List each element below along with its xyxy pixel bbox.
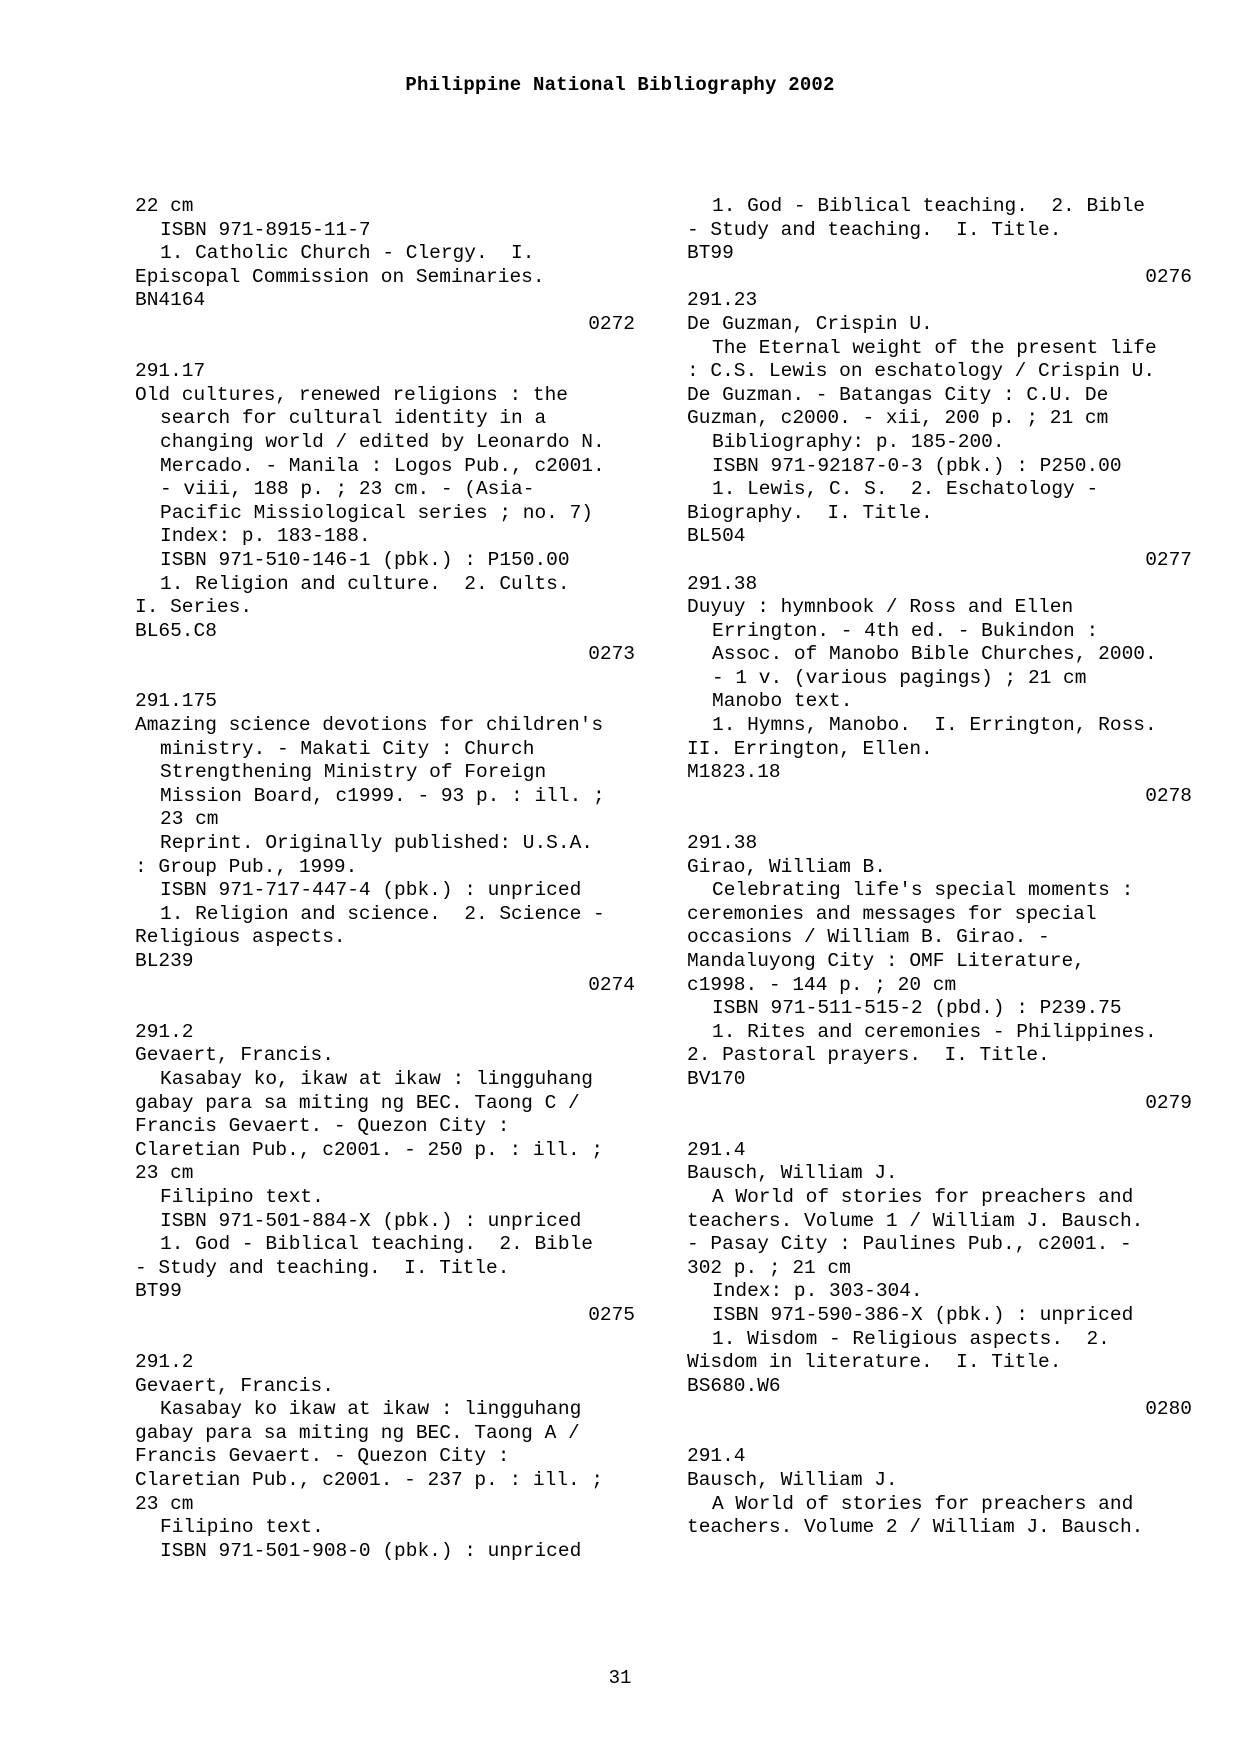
entry-line: - Study and teaching. I. Title. bbox=[687, 218, 1062, 241]
entry-number: 0272 bbox=[588, 312, 635, 335]
left-column bbox=[135, 195, 635, 1563]
entry-line: Gevaert, Francis. bbox=[135, 1044, 334, 1067]
entry-line: 1. Wisdom - Religious aspects. 2. bbox=[712, 1327, 1110, 1350]
entry-line: 291.2 bbox=[135, 1020, 194, 1043]
entry-line: 2. Pastoral prayers. I. Title. bbox=[687, 1044, 1050, 1067]
blank-line bbox=[687, 808, 1192, 832]
entry-line: Old cultures, renewed religions : the bbox=[135, 383, 568, 406]
entry-line: BT99 bbox=[135, 1280, 182, 1303]
entry-line: - viii, 188 p. ; 23 cm. - (Asia- bbox=[160, 478, 535, 501]
entry-line: 1. Religion and science. 2. Science - bbox=[160, 902, 605, 925]
entry-line: Mission Board, c1999. - 93 p. : ill. ; bbox=[160, 784, 605, 807]
entry-line: Girao, William B. bbox=[687, 855, 886, 878]
entry-line: A World of stories for preachers and bbox=[712, 1185, 1134, 1208]
entry-line: A World of stories for preachers and bbox=[712, 1492, 1134, 1515]
entry-line: ISBN 971-501-908-0 (pbk.) : unpriced bbox=[160, 1539, 582, 1562]
entry-line: : C.S. Lewis on eschatology / Crispin U. bbox=[687, 360, 1156, 383]
entry-line: 1. Rites and ceremonies - Philippines. bbox=[712, 1020, 1157, 1043]
entry-line: Pacific Missiological series ; no. 7) bbox=[160, 501, 593, 524]
entry-line: Filipino text. bbox=[160, 1516, 324, 1539]
entry-line: De Guzman. - Batangas City : C.U. De bbox=[687, 383, 1109, 406]
entry-line: 1. Catholic Church - Clergy. I. bbox=[160, 242, 535, 265]
entry-line: 23 cm bbox=[135, 1162, 194, 1185]
entry-line: Index: p. 303-304. bbox=[712, 1280, 923, 1303]
entry-line: Celebrating life's special moments : bbox=[712, 879, 1134, 902]
entry-line: 291.4 bbox=[687, 1445, 746, 1468]
entry-line: - 1 v. (various pagings) ; 21 cm bbox=[712, 666, 1087, 689]
entry-line: BL239 bbox=[135, 950, 194, 972]
entry-line: teachers. Volume 1 / William J. Bausch. bbox=[687, 1209, 1144, 1232]
entry-line: Mercado. - Manila : Logos Pub., c2001. bbox=[160, 454, 605, 477]
entry-line: Errington. - 4th ed. - Bukindon : bbox=[712, 619, 1099, 642]
entry-line: Francis Gevaert. - Quezon City : bbox=[135, 1445, 510, 1468]
entry-line: BL65.C8 bbox=[135, 619, 217, 642]
entry-line: 1. God - Biblical teaching. 2. Bible bbox=[712, 195, 1145, 217]
entry-line: 291.38 bbox=[687, 572, 758, 595]
entry-line: Bausch, William J. bbox=[687, 1469, 898, 1492]
entry-line: BT99 bbox=[687, 242, 734, 265]
entry-line: 291.4 bbox=[687, 1138, 746, 1161]
entry-line: Francis Gevaert. - Quezon City : bbox=[135, 1115, 510, 1138]
blank-line bbox=[135, 997, 635, 1021]
page-title: Philippine National Bibliography 2002 bbox=[405, 74, 835, 96]
entry-line: : Group Pub., 1999. bbox=[135, 855, 358, 878]
entry-line: Reprint. Originally published: U.S.A. bbox=[160, 832, 593, 855]
entry-line: Amazing science devotions for children's bbox=[135, 714, 604, 737]
entry-line: Bausch, William J. bbox=[687, 1162, 898, 1185]
entry-line: ISBN 971-717-447-4 (pbk.) : unpriced bbox=[160, 879, 582, 902]
entry-line: BS680.W6 bbox=[687, 1374, 781, 1397]
entry-line: 291.17 bbox=[135, 360, 206, 383]
entry-line: 22 cm bbox=[135, 195, 194, 217]
entry-line: BL504 bbox=[687, 525, 746, 548]
entry-line: De Guzman, Crispin U. bbox=[687, 312, 933, 335]
entry-line: search for cultural identity in a bbox=[160, 407, 547, 430]
entry-number: 0273 bbox=[588, 643, 635, 666]
entry-line: ISBN 971-510-146-1 (pbk.) : P150.00 bbox=[160, 548, 570, 571]
entry-line: 1. Hymns, Manobo. I. Errington, Ross. bbox=[712, 714, 1157, 737]
blank-line bbox=[687, 1115, 1192, 1139]
entry-line: Bibliography: p. 185-200. bbox=[712, 430, 1005, 453]
entry-line: Strengthening Ministry of Foreign bbox=[160, 761, 547, 784]
entry-line: Kasabay ko ikaw at ikaw : lingguhang bbox=[160, 1398, 582, 1421]
entry-line: 1. Lewis, C. S. 2. Eschatology - bbox=[712, 478, 1099, 501]
entry-line: The Eternal weight of the present life bbox=[712, 336, 1157, 359]
entry-line: 291.23 bbox=[687, 289, 758, 312]
entry-line: Kasabay ko, ikaw at ikaw : lingguhang bbox=[160, 1067, 593, 1090]
entry-line: ministry. - Makati City : Church bbox=[160, 737, 535, 760]
entry-number: 0274 bbox=[588, 973, 635, 996]
entry-line: Filipino text. bbox=[160, 1185, 324, 1208]
entry-line: changing world / edited by Leonardo N. bbox=[160, 430, 605, 453]
entry-line: Guzman, c2000. - xii, 200 p. ; 21 cm bbox=[687, 407, 1109, 430]
entry-number: 0276 bbox=[1145, 265, 1192, 288]
entry-line: BV170 bbox=[687, 1067, 746, 1090]
entry-line: 23 cm bbox=[160, 808, 219, 831]
entry-line: Wisdom in literature. I. Title. bbox=[687, 1351, 1062, 1374]
entry-line: Episcopal Commission on Seminaries. bbox=[135, 265, 545, 288]
entry-line: 291.2 bbox=[135, 1351, 194, 1374]
entry-line: 23 cm bbox=[135, 1492, 194, 1515]
entry-line: Claretian Pub., c2001. - 250 p. : ill. ; bbox=[135, 1138, 604, 1161]
entry-line: 291.38 bbox=[687, 832, 758, 855]
blank-line bbox=[687, 1422, 1192, 1446]
entry-line: Duyuy : hymnbook / Ross and Ellen bbox=[687, 596, 1074, 619]
entry-line: Biography. I. Title. bbox=[687, 501, 933, 524]
entry-line: gabay para sa miting ng BEC. Taong A / bbox=[135, 1421, 580, 1444]
entry-number: 0280 bbox=[1145, 1398, 1192, 1421]
entry-line: 291.175 bbox=[135, 690, 217, 713]
entry-line: ISBN 971-590-386-X (pbk.) : unpriced bbox=[712, 1303, 1134, 1326]
entry-line: I. Series. bbox=[135, 596, 253, 619]
blank-line bbox=[135, 1328, 635, 1352]
entry-line: II. Errington, Ellen. bbox=[687, 737, 933, 760]
entry-number: 0279 bbox=[1145, 1091, 1192, 1114]
entry-line: gabay para sa miting ng BEC. Taong C / bbox=[135, 1091, 580, 1114]
entry-line: ISBN 971-92187-0-3 (pbk.) : P250.00 bbox=[712, 454, 1122, 477]
entry-number: 0277 bbox=[1145, 548, 1192, 571]
entry-line: 302 p. ; 21 cm bbox=[687, 1256, 851, 1279]
entry-line: Religious aspects. bbox=[135, 926, 346, 949]
entry-line: c1998. - 144 p. ; 20 cm bbox=[687, 973, 957, 996]
entry-number: 0275 bbox=[588, 1303, 635, 1326]
entry-line: ISBN 971-501-884-X (pbk.) : unpriced bbox=[160, 1209, 582, 1232]
blank-line bbox=[135, 667, 635, 691]
entry-line: Index: p. 183-188. bbox=[160, 525, 371, 548]
page-number: 31 bbox=[608, 1667, 632, 1689]
blank-line bbox=[135, 337, 635, 361]
entry-number: 0278 bbox=[1145, 784, 1192, 807]
right-column bbox=[687, 195, 1192, 1540]
entry-line: ISBN 971-511-515-2 (pbd.) : P239.75 bbox=[712, 997, 1122, 1020]
entry-line: Manobo text. bbox=[712, 690, 853, 713]
entry-line: BN4164 bbox=[135, 289, 206, 312]
entry-line: ceremonies and messages for special bbox=[687, 902, 1097, 925]
entry-line: 1. Religion and culture. 2. Cults. bbox=[160, 572, 570, 595]
entry-line: occasions / William B. Girao. - bbox=[687, 926, 1050, 949]
entry-line: Mandaluyong City : OMF Literature, bbox=[687, 950, 1085, 972]
entry-line: - Pasay City : Paulines Pub., c2001. - bbox=[687, 1233, 1132, 1256]
entry-line: Claretian Pub., c2001. - 237 p. : ill. ; bbox=[135, 1469, 604, 1492]
entry-line: Gevaert, Francis. bbox=[135, 1374, 334, 1397]
entry-line: - Study and teaching. I. Title. bbox=[135, 1256, 510, 1279]
entry-line: M1823.18 bbox=[687, 761, 781, 784]
entry-line: 1. God - Biblical teaching. 2. Bible bbox=[160, 1233, 593, 1256]
entry-line: Assoc. of Manobo Bible Churches, 2000. bbox=[712, 643, 1157, 666]
entry-line: teachers. Volume 2 / William J. Bausch. bbox=[687, 1516, 1144, 1539]
entry-line: ISBN 971-8915-11-7 bbox=[160, 218, 371, 241]
